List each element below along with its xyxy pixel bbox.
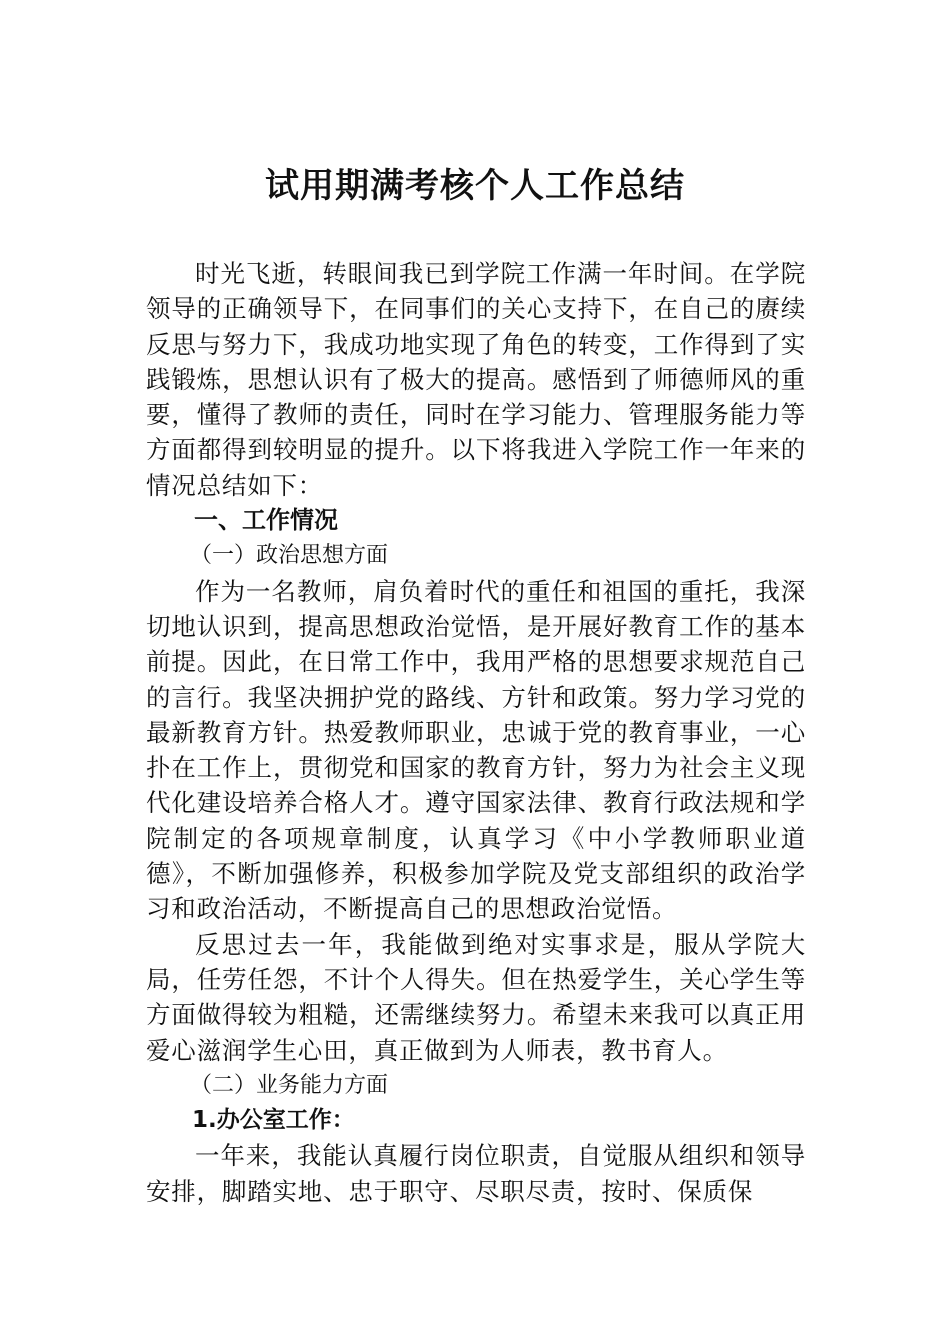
item-heading-office: 1.办公室工作： <box>192 1107 355 1134</box>
intro-paragraph: 时光飞逝，转眼间我已到学院工作满一年时间。在学院领导的正确领导下，在同事们的关心支持下，在自己的赓续反思与努力下，我成功地实现了角色的转变，工作得到了实践锻炼，思想认识有了极大的提高。感悟到了师德师风的重要，懂得了教师的责任，同时在学习能力、管理服务能力等方面都得到较明显的提升。以下将我进入学院工作一年来的情况总结如下： <box>146 259 806 500</box>
section-heading-work: 一、工作情况 <box>194 506 338 535</box>
political-paragraph-1: 作为一名教师，肩负着时代的重任和祖国的重托，我深切地认识到，提高思想政治觉悟，是开展好教育工作的基本前提。因此，在日常工作中，我用严格的思想要求规范自己的言行。我坚决拥护党的路线、方针和政策。努力学习党的最新教育方针。热爱教师职业，忠诚于党的教育事业，一心扑在工作上，贯彻党和国家的教育方针，努力为社会主义现代化建设培养合格人才。遵守国家法律、教育行政法规和学院制定的各项规章制度，认真学习《中小学教师职业道德》，不断加强修养，积极参加学院及党支部组织的政治学习和政治活动，不断提高自己的思想政治觉悟。 <box>146 576 806 924</box>
political-paragraph-2: 反思过去一年，我能做到绝对实事求是，服从学院大局，任劳任怨，不计个人得失。但在热爱学生，关心学生等方面做得较为粗糙，还需继续努力。希望未来我可以真正用爱心滋润学生心田，真正做到为人师表，教书育人。 <box>146 929 806 1065</box>
document-title: 试用期满考核个人工作总结 <box>265 166 685 206</box>
subsection-heading-political: （一）政治思想方面 <box>190 543 389 569</box>
document-body <box>146 256 806 1209</box>
subsection-heading-business: （二）业务能力方面 <box>190 1072 389 1098</box>
office-paragraph: 一年来，我能认真履行岗位职责，自觉服从组织和领导安排，脚踏实地、忠于职守、尽职尽责，按时、保质保 <box>146 1141 806 1206</box>
